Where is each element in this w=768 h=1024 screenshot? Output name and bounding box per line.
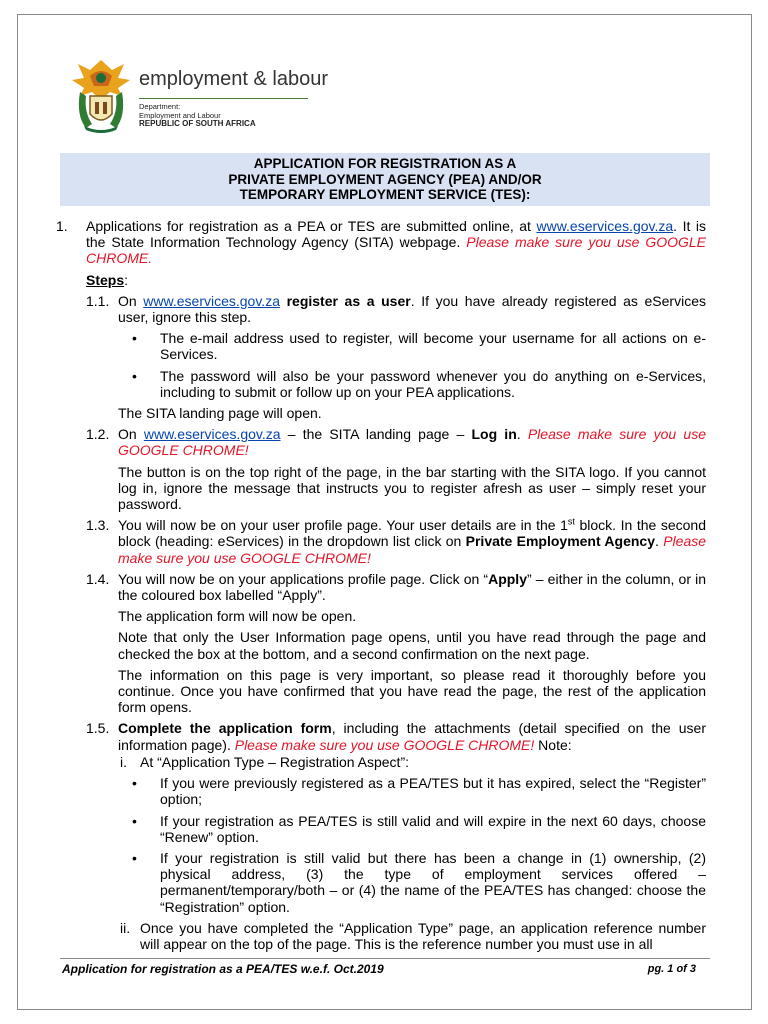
step-1-5 [86, 720, 706, 753]
step-1-5-number: 1.5. [86, 720, 110, 737]
department-name: Employment and Labour [139, 110, 221, 120]
steps-heading [86, 272, 706, 288]
brand-underline [139, 98, 308, 99]
step-1-1-bold: register as a user [286, 292, 411, 309]
department-block [139, 103, 256, 129]
step-1-1-text-b: . If you have already registered as eServices user, ignore this step. [118, 292, 706, 326]
subitem-ii [120, 919, 706, 952]
bullet-icon: • [132, 367, 137, 384]
step-1-4-text-b: ” – either in the column, or in the coloured box labelled “Apply”. [118, 570, 706, 604]
department-label: Department: [139, 102, 181, 111]
step-1-2-text-b: – the SITA landing page – [280, 426, 472, 443]
step-1-3-text-a: You will now be on your user profile page. Your user details are in the 1 [118, 517, 568, 534]
step-1-1-text-a: On [118, 292, 144, 309]
step-1-3 [86, 516, 707, 566]
item-1-text-a: Applications for registration as a PEA or TES are submitted online, at [86, 218, 537, 234]
item-1-number: 1. [56, 218, 68, 234]
bullet-text: If you were previously registered as a PEA/TES but it has expired, select the “Register” option; [160, 775, 706, 808]
subitem-i-bullet-1 [132, 775, 706, 808]
step-1-1-number: 1.1. [86, 292, 110, 309]
step-1-5-text-b: Note: [534, 736, 572, 753]
step-1-1-bullet-2 [132, 367, 706, 400]
eservices-link[interactable]: www.eservices.gov.za [536, 218, 674, 234]
step-1-2-text-a: On [118, 426, 144, 443]
ordinal-suffix: st [567, 516, 575, 527]
document-body [56, 218, 706, 952]
brand-name: employment & labour [139, 68, 328, 90]
chrome-warning: Please make sure you use GOOGLE CHROME. [86, 234, 707, 267]
pea-option-label: Private Employment Agency [465, 533, 656, 550]
subitem-ii-text: Once you have completed the “Application Type” page, an application reference number will appear on the top of the page. This is the reference number you must use in all [140, 919, 706, 952]
subitem-i-bullet-3 [132, 849, 706, 915]
chrome-warning: Please make sure you use GOOGLE CHROME! [234, 736, 535, 753]
bullet-icon: • [132, 775, 137, 792]
title-line-2: PRIVATE EMPLOYMENT AGENCY (PEA) AND/OR [228, 171, 542, 187]
step-1-4 [86, 570, 706, 604]
step-1-1-after: The SITA landing page will open. [118, 405, 322, 422]
step-1-5-text-a: , including the attachments (detail specified on the user information page). [118, 720, 706, 753]
subitem-i [120, 753, 706, 770]
item-1 [56, 218, 706, 267]
subitem-i-number: i. [120, 753, 127, 770]
bullet-text: If your registration is still valid but there has been a change in (1) ownership, (2) physical address, (3) the type of employment services offered – permanent/temporary/both – or (4) the name of the PEA/TES has changed: choose the “Registration” option. [160, 849, 706, 915]
bullet-icon: • [132, 849, 137, 866]
step-1-4-para-3: The information on this page is very important, so please read it thoroughly before you continue. Once you have confirmed that you have read the page, the rest of the application form opens. [118, 666, 706, 716]
title-line-1: APPLICATION FOR REGISTRATION AS A [253, 156, 517, 171]
step-1-4-text-a: You will now be on your applications profile page. Click on “ [118, 570, 489, 587]
step-1-4-para-2: Note that only the User Information page opens, until you have read through the page and checked the box at the bottom, and a second confirmation on the next page. [118, 629, 706, 662]
bullet-text: The e-mail address used to register, will become your username for all actions on e-Services. [160, 330, 706, 363]
step-1-2 [86, 426, 706, 459]
title-line-3: TEMPORARY EMPLOYMENT SERVICE (TES): [239, 187, 531, 202]
document-title [60, 153, 710, 206]
coat-of-arms-logo [66, 56, 136, 134]
chrome-warning: Please make sure you use GOOGLE CHROME! [118, 533, 707, 566]
step-1-2-number: 1.2. [86, 426, 110, 443]
log-in-label: Log in [471, 426, 517, 443]
footer-divider [60, 958, 710, 959]
step-1-3-text-b: block. In the second block (heading: eServices) in the dropdown list click on [118, 517, 706, 550]
bullet-icon: • [132, 330, 137, 347]
bullet-text: The password will also be your password whenever you do anything on e-Services, including to submit or follow up on your PEA applications. [160, 367, 706, 400]
step-1-1-bullet-1 [132, 330, 706, 363]
step-1-2-text-c: . [516, 426, 528, 443]
bullet-text: If your registration as PEA/TES is still valid and will expire in the next 60 days, choose “Renew” option. [160, 812, 706, 845]
steps-label: Steps [86, 271, 125, 288]
step-1-4-number: 1.4. [86, 570, 110, 587]
step-1-3-text-c: . [655, 533, 664, 550]
step-1-5-bold: Complete the application form [118, 720, 332, 737]
step-1-1 [86, 292, 706, 326]
subitem-ii-number: ii. [120, 919, 131, 936]
subitem-i-bullet-2 [132, 812, 706, 845]
apply-label: Apply [488, 570, 527, 587]
page-number: pg. 1 of 3 [647, 963, 696, 975]
eservices-link[interactable]: www.eservices.gov.za [143, 292, 280, 309]
footer-document-title: Application for registration as a PEA/TES w.e.f. Oct.2019 [62, 962, 384, 976]
item-1-text-b: . It is the State Information Technology Agency (SITA) webpage. [86, 218, 707, 251]
step-1-2-para: The button is on the top right of the page, in the bar starting with the SITA logo. If you cannot log in, ignore the message that instructs you to register afresh as user – simply reset your password. [118, 463, 706, 513]
step-1-3-number: 1.3. [86, 517, 110, 534]
step-1-4-para-1: The application form will now be open. [118, 608, 357, 625]
bullet-icon: • [132, 812, 137, 829]
steps-colon: : [124, 271, 129, 288]
eservices-link[interactable]: www.eservices.gov.za [143, 426, 281, 443]
subitem-i-text: At “Application Type – Registration Aspect”: [140, 753, 409, 770]
country-name: REPUBLIC OF SOUTH AFRICA [139, 119, 256, 128]
chrome-warning: Please make sure you use GOOGLE CHROME! [118, 426, 706, 459]
